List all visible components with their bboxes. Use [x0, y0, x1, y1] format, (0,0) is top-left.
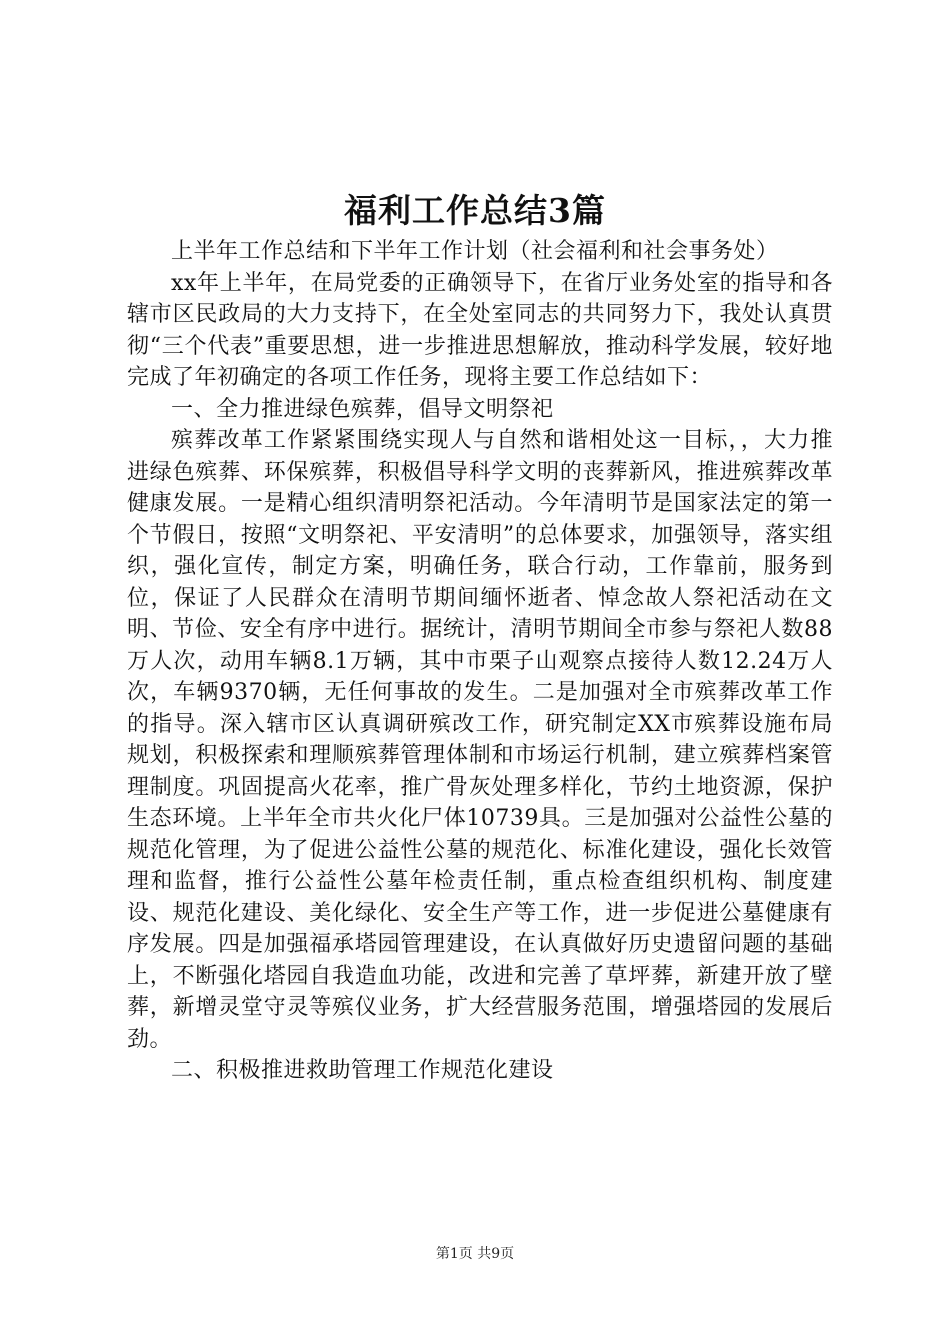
page-footer: 第1页 共9页 — [435, 1246, 515, 1262]
document-title: 福利工作总结3篇 — [344, 191, 606, 230]
document-body — [127, 236, 833, 1087]
paragraph-section-1: 殡葬改革工作紧紧围绕实现人与自然和谐相处这一目标，，大力推进绿色殡葬、环保殡葬，积极倡导科学文明的丧葬新风，推进殡葬改革健康发展。一是精心组织清明祭祀活动。今年清明节是国家法定的第一个节假日，按照“文明祭祀、平安清明”的总体要求，加强领导，落实组织，强化宣传，制定方案，明确任务，联合行动，工作靠前，服务到位，保证了人民群众在清明节期间缅怀逝者、悼念故人祭祀活动在文明、节俭、安全有序中进行。据统计，清明节期间全市参与祭祀人数88万人次，动用车辆8.1万辆，其中市栗子山观察点接待人数12.24万人次，车辆9370辆，无任何事故的发生。二是加强对全市殡葬改革工作的指导。深入辖市区认真调研殡改工作，研究制定XX市殡葬设施布局规划，积极探索和理顺殡葬管理体制和市场运行机制，建立殡葬档案管理制度。巩固提高火花率，推广骨灰处理多样化，节约土地资源，保护生态环境。上半年全市共火化尸体10739具。三是加强对公益性公墓的规范化管理，为了促进公益性公墓的规范化、标准化建设，强化长效管理和监督，推行公益性公墓年检责任制，重点检查组织机构、制度建设、规范化建设、美化绿化、安全生产等工作，进一步促进公墓健康有序发展。四是加强福承塔园管理建设，在认真做好历史遗留问题的基础上，不断强化塔园自我造血功能，改进和完善了草坪葬，新建开放了壁葬，新增灵堂守灵等殡仪业务，扩大经营服务范围，增强塔园的发展后劲。 — [127, 428, 833, 1052]
section-heading-2: 二、积极推进救助管理工作规范化建设 — [171, 1058, 554, 1083]
paragraph-intro: xx年上半年，在局党委的正确领导下，在省厅业务处室的指导和各辖市区民政局的大力支持下，在全处室同志的共同努力下，我处认真贯彻“三个代表”重要思想，进一步推进思想解放，推动科学发展，较好地完成了年初确定的各项工作任务，现将主要工作总结如下： — [127, 270, 833, 390]
section-heading-1: 一、全力推进绿色殡葬，倡导文明祭祀 — [171, 396, 554, 422]
paragraph-subtitle: 上半年工作总结和下半年工作计划（社会福利和社会事务处） — [171, 239, 779, 264]
